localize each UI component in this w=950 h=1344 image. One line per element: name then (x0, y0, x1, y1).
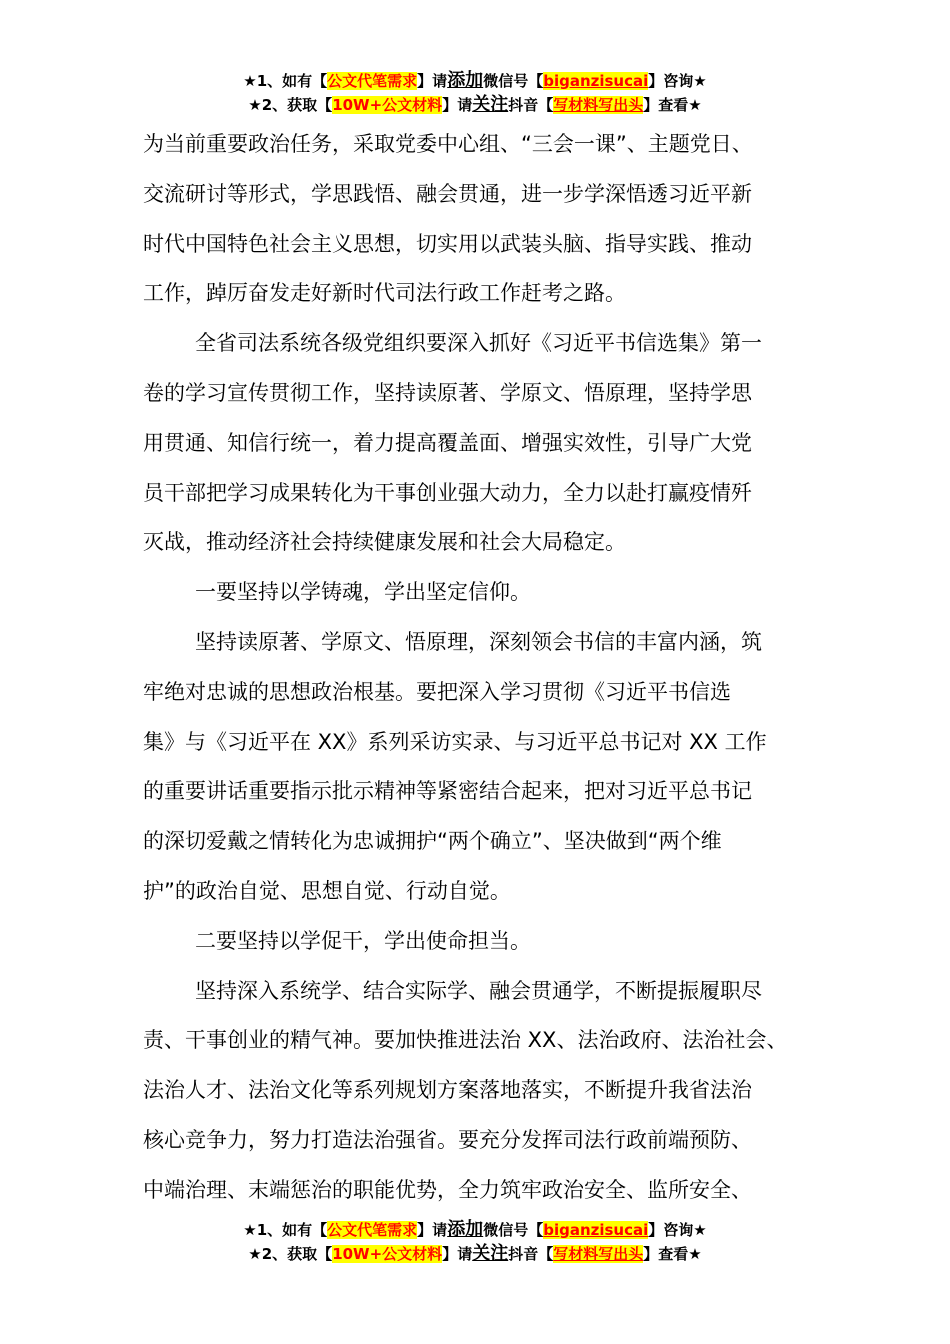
text-line: 的深切爱戴之情转化为忠诚拥护“两个确立”、坚决做到“两个维 (143, 829, 722, 854)
text-line: 核心竞争力，努力打造法治强省。要充分发挥司法行政前端预防、 (143, 1127, 752, 1152)
text-line: 集》与《习近平在 XX》系列采访实录、与习近平总书记对 XX 工作 (143, 729, 767, 754)
banner-line-1: ★1、如有【公文代笔需求】请添加微信号【biganzisucai】咨询★ (243, 1219, 707, 1240)
document-body (143, 120, 823, 1216)
text-line: 牢绝对忠诚的思想政治根基。要把深入学习贯彻《习近平书信选 (143, 679, 731, 704)
text-line: 工作，踔厉奋发走好新时代司法行政工作赶考之路。 (143, 281, 626, 306)
text-line: 二要坚持以学促干，学出使命担当。 (195, 928, 531, 953)
paragraph (143, 618, 823, 917)
banner-line-1: ★1、如有【公文代笔需求】请添加微信号【biganzisucai】咨询★ (243, 70, 707, 91)
text-line: 时代中国特色社会主义思想，切实用以武装头脑、指导实践、推动 (143, 231, 752, 256)
text-line: 灭战，推动经济社会持续健康发展和社会大局稳定。 (143, 530, 626, 555)
text-line: 用贯通、知信行统一，着力提高覆盖面、增强实效性，引导广大党 (143, 430, 752, 455)
text-line: 为当前重要政治任务，采取党委中心组、“三会一课”、主题党日、 (143, 132, 753, 156)
footer-banner (0, 1218, 950, 1266)
wechat-id: biganzisucai (543, 72, 649, 90)
header-banner (0, 69, 950, 117)
paragraph (143, 319, 823, 568)
wechat-id: biganzisucai (543, 1221, 649, 1239)
paragraph (143, 967, 823, 1216)
text-line: 一要坚持以学铸魂，学出坚定信仰。 (195, 580, 531, 605)
banner-line-2: ★2、获取【10W+公文材料】请关注抖音【写材料写出头】查看★ (248, 94, 702, 115)
paragraph (143, 917, 823, 967)
text-line: 的重要讲话重要指示批示精神等紧密结合起来，把对习近平总书记 (143, 779, 752, 804)
text-line: 员干部把学习成果转化为干事创业强大动力，全力以赴打赢疫情歼 (143, 480, 752, 505)
text-line: 全省司法系统各级党组织要深入抓好《习近平书信选集》第一 (195, 331, 762, 356)
text-line: 护”的政治自觉、思想自觉、行动自觉。 (143, 878, 511, 903)
text-line: 交流研讨等形式，学思践悟、融会贯通，进一步学深悟透习近平新 (143, 181, 752, 206)
banner-line-2: ★2、获取【10W+公文材料】请关注抖音【写材料写出头】查看★ (248, 1243, 702, 1264)
text-line: 坚持读原著、学原文、悟原理，深刻领会书信的丰富内涵，筑 (195, 629, 762, 654)
text-line: 卷的学习宣传贯彻工作，坚持读原著、学原文、悟原理，坚持学思 (143, 380, 752, 405)
text-line: 中端治理、末端惩治的职能优势，全力筑牢政治安全、监所安全、 (143, 1177, 752, 1202)
text-line: 坚持深入系统学、结合实际学、融会贯通学，不断提振履职尽 (195, 978, 762, 1003)
paragraph (143, 568, 823, 618)
text-line: 法治人才、法治文化等系列规划方案落地落实，不断提升我省法治 (143, 1078, 752, 1103)
text-line: 责、干事创业的精气神。要加快推进法治 XX、法治政府、法治社会、 (143, 1028, 788, 1053)
paragraph (143, 120, 823, 319)
